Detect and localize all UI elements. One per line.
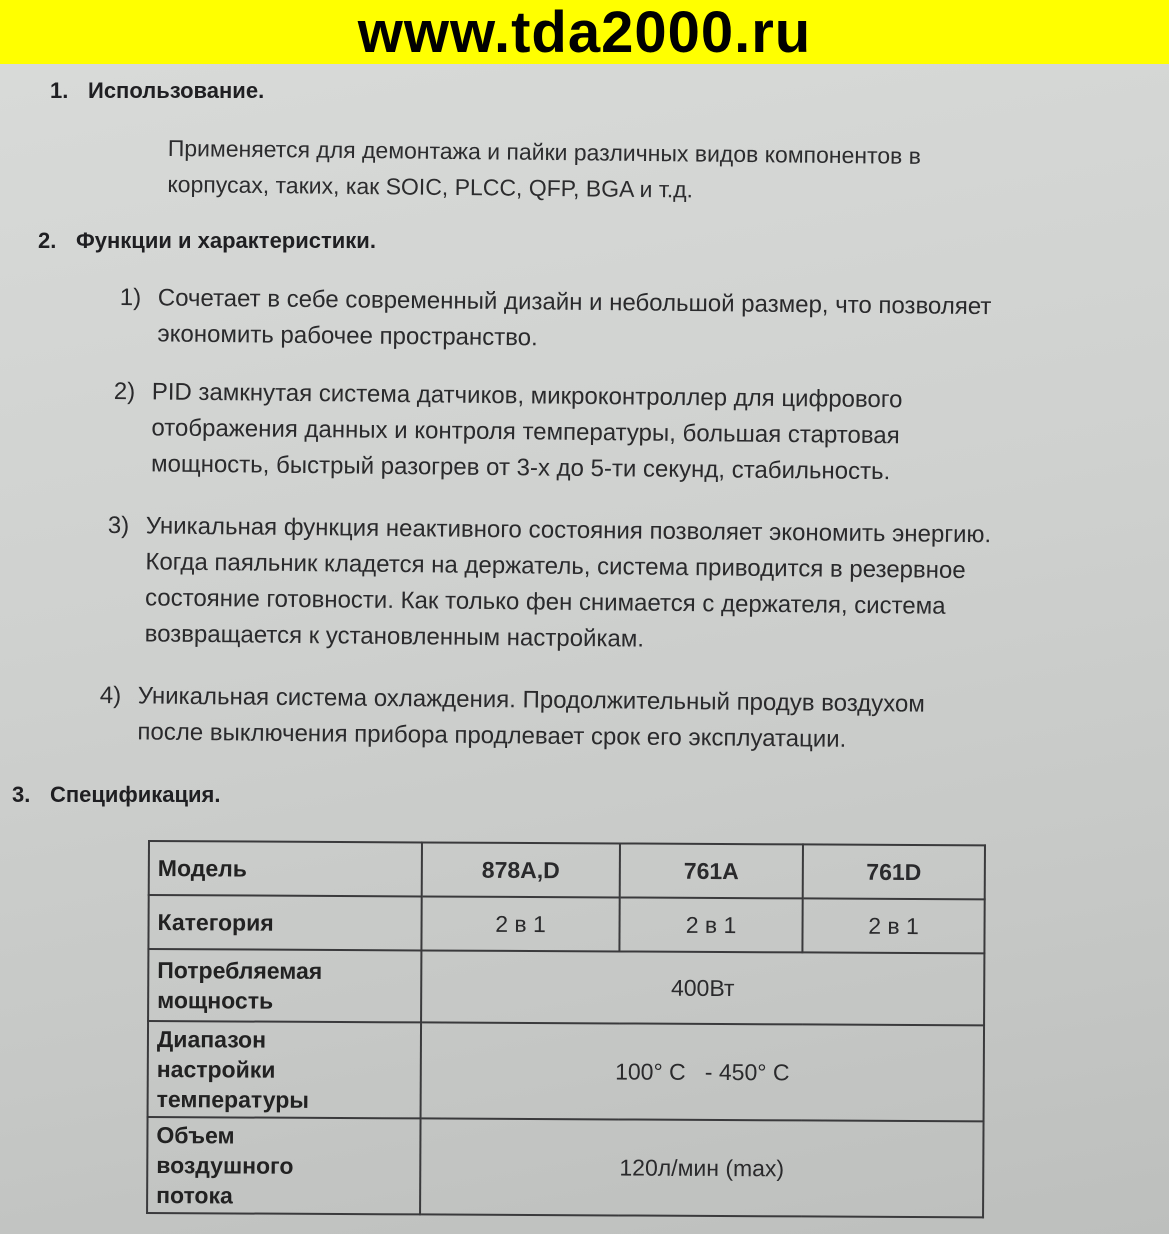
label-line: настройки bbox=[156, 1056, 276, 1083]
section-title: Функции и характеристики. bbox=[76, 228, 376, 253]
spec-table-wrapper bbox=[146, 840, 988, 1214]
table-row bbox=[148, 895, 984, 953]
item-number: 1) bbox=[119, 283, 142, 312]
table-cell: 2 в 1 bbox=[619, 897, 802, 952]
model-header: 761D bbox=[803, 844, 985, 899]
usage-paragraph bbox=[167, 130, 921, 210]
item-number: 2) bbox=[113, 377, 136, 406]
label-line: Диапазон bbox=[156, 1026, 267, 1053]
table-cell: 100° C - 450° C bbox=[421, 1022, 984, 1121]
header-label: Модель bbox=[149, 841, 422, 896]
item-number: 4) bbox=[99, 681, 122, 710]
text-line: мощность, быстрый разогрев от 3-х до 5-ти секунд, стабильность. bbox=[150, 450, 891, 486]
section-number: 1. bbox=[50, 78, 69, 103]
label-line: температуры bbox=[156, 1086, 310, 1113]
text-line: Уникальная функция неактивного состояния позволяет экономить энергию. bbox=[145, 512, 992, 549]
feature-item bbox=[113, 374, 1154, 497]
section-number: 3. bbox=[12, 782, 31, 807]
table-cell: 2 в 1 bbox=[802, 898, 984, 953]
text-line: состояние готовности. Как только фен снимается с держателя, система bbox=[144, 584, 946, 620]
item-number: 3) bbox=[107, 511, 130, 540]
section-title: Спецификация. bbox=[50, 782, 221, 807]
feature-item bbox=[119, 280, 1160, 371]
row-label bbox=[147, 1117, 420, 1214]
spec-table bbox=[146, 840, 986, 1218]
banner-text: www.tda2000.ru bbox=[357, 0, 812, 65]
text-line: возвращается к установленным настройкам. bbox=[144, 620, 645, 653]
table-cell: 120л/мин (max) bbox=[420, 1118, 983, 1217]
text-line: Сочетает в себе современный дизайн и небольшой размер, что позволяет bbox=[157, 284, 992, 321]
text-line: Когда паяльник кладется на держатель, система приводится в резервное bbox=[145, 548, 966, 584]
section-title: Использование. bbox=[88, 78, 265, 103]
table-row bbox=[149, 841, 985, 899]
table-row bbox=[148, 1021, 984, 1121]
label-line: Потребляемая bbox=[157, 957, 323, 984]
site-banner bbox=[0, 0, 1169, 64]
model-header: 761A bbox=[620, 843, 803, 898]
table-cell: 400Вт bbox=[421, 950, 984, 1025]
label-line: Объем bbox=[156, 1122, 235, 1149]
label-line: мощность bbox=[157, 987, 274, 1014]
section-heading-features bbox=[38, 228, 376, 254]
text-line: отображения данных и контроля температуры, большая стартовая bbox=[151, 414, 900, 450]
row-label: Категория bbox=[148, 895, 421, 950]
label-line: потока bbox=[156, 1182, 233, 1209]
text-line: PID замкнутая система датчиков, микроконтроллер для цифрового bbox=[151, 378, 903, 414]
text-line: корпусах, таких, как SOIC, PLCC, QFP, BGA и т.д. bbox=[167, 170, 694, 203]
row-label bbox=[148, 949, 421, 1022]
text-line: экономить рабочее пространство. bbox=[157, 320, 538, 352]
section-number: 2. bbox=[38, 228, 57, 253]
feature-item bbox=[99, 678, 1140, 769]
section-heading-usage bbox=[50, 78, 264, 104]
feature-item bbox=[106, 508, 1158, 669]
label-line: воздушного bbox=[156, 1152, 294, 1179]
text-line: после выключения прибора продлевает срок его эксплуатации. bbox=[137, 718, 847, 753]
table-row bbox=[147, 1117, 983, 1217]
model-header: 878A,D bbox=[422, 842, 620, 897]
section-heading-specification bbox=[12, 782, 220, 808]
table-row bbox=[148, 949, 984, 1025]
table-cell: 2 в 1 bbox=[421, 896, 619, 951]
text-line: Уникальная система охлаждения. Продолжительный продув воздухом bbox=[137, 682, 925, 718]
text-line: Применяется для демонтажа и пайки различных видов компонентов в bbox=[167, 134, 922, 169]
row-label bbox=[148, 1021, 421, 1118]
